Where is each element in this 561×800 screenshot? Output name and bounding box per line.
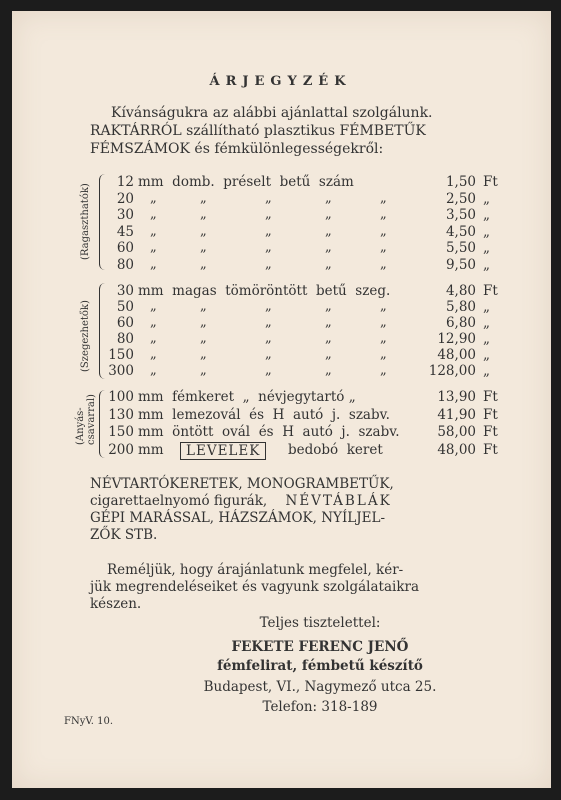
group-label: (Ragaszthatók) [80,183,91,260]
ditto-mark: „ [380,240,387,255]
ditto-mark: „ [325,190,332,206]
item-description-suffix: bedobó keret [288,441,383,458]
price-unit: „ [483,331,490,347]
ditto-mark: „ [325,347,332,362]
price-value: 12,90 [437,331,476,347]
company-phone: Telefon: 318-189 [262,699,378,715]
price-unit: „ [483,256,490,273]
intro-line: FÉMSZÁMOK és fémkülönlegességekről: [90,141,384,157]
price-value: 3,50 [445,207,476,223]
ditto-mark: „ [325,315,332,330]
price-value: 4,80 [445,283,476,299]
intro-text [90,104,433,158]
price-value: 6,80 [445,315,476,331]
ditto-mark: „ [380,190,387,206]
page-title: ÁRJEGYZÉK [209,74,352,89]
ditto-mark: „ [380,207,387,222]
ditto-mark: „ [150,315,157,330]
size-value: 30 [116,207,134,223]
signature-block [130,614,510,724]
ditto-mark: „ [200,299,207,314]
price-value: 4,50 [445,223,476,240]
ditto-mark: „ [325,223,332,239]
price-value: 41,90 [437,406,476,423]
ditto-mark: „ [380,347,387,362]
ditto-mark: „ [200,363,207,378]
ditto-mark: „ [265,315,272,330]
price-value: 5,80 [445,299,476,315]
ditto-mark: „ [150,223,157,239]
price-unit: Ft [483,389,498,405]
ditto-mark: „ [380,315,387,330]
ditto-mark: „ [265,331,272,346]
price-value: 2,50 [445,190,476,207]
ditto-mark: „ [265,190,272,206]
company-trade: fémfelirat, fémbetű készítő [217,658,423,674]
size-value: 100 [108,389,134,405]
product-extras [90,476,394,544]
ditto-mark: „ [265,299,272,314]
ditto-mark: „ [200,315,207,330]
price-unit: „ [483,190,490,207]
closing-text [90,562,420,613]
form-code: FNyV. 10. [64,716,114,727]
ditto-mark: „ [265,347,272,362]
size-value: 30 [116,283,134,299]
size-value: 80 [116,331,134,347]
extras-line: ZŐK STB. [90,527,158,543]
extras-figures: cigarettaelnyomó figurák, [90,493,268,509]
price-unit: „ [483,240,490,256]
ditto-mark: „ [325,363,332,378]
ditto-mark: „ [380,256,387,272]
price-unit: „ [483,363,490,379]
group-label: (Anyás-csavarral) [75,394,97,445]
extras-line [90,493,394,510]
ditto-mark: „ [265,363,272,378]
ditto-mark: „ [325,256,332,272]
ditto-mark: „ [150,190,157,206]
intro-line: Kívánságukra az alábbi ajánlattal szolgálunk. [111,105,433,121]
price-unit: „ [483,315,490,331]
intro-line: RAKTÁRRÓL szállítható plasztikus FÉMBETŰK [90,123,426,139]
price-value: 13,90 [437,389,476,405]
ditto-mark: „ [200,207,207,222]
price-unit: Ft [483,283,498,299]
ditto-mark: „ [265,256,272,272]
size-value: 60 [116,315,134,331]
ditto-mark: „ [380,223,387,239]
price-value: 58,00 [437,424,476,440]
size-value: 200 [108,441,134,458]
price-unit: „ [483,347,490,363]
company-address: Budapest, VI., Nagymező utca 25. [203,679,437,695]
ditto-mark: „ [200,256,207,272]
ditto-mark: „ [200,331,207,346]
ditto-mark: „ [150,347,157,362]
size-value: 45 [116,223,134,240]
ditto-mark: „ [150,363,157,378]
size-value: 50 [116,299,134,315]
ditto-mark: „ [325,331,332,346]
ditto-mark: „ [200,190,207,206]
item-description: mm magas tömöröntött betű szeg. [138,283,391,299]
item-description: mm [138,441,164,458]
ditto-mark: „ [325,240,332,255]
item-description: mm fémkeret „ névjegytartó „ [138,389,356,405]
price-unit: Ft [483,174,498,190]
size-value: 150 [108,347,134,363]
size-value: 150 [108,424,134,440]
price-value: 5,50 [445,240,476,256]
size-value: 60 [116,240,134,256]
ditto-mark: „ [380,331,387,346]
price-value: 9,50 [445,256,476,273]
closing-line: jük megrendeléseiket és vagyunk szolgálataikra [90,579,420,595]
price-value: 48,00 [437,441,476,458]
price-value: 1,50 [445,174,476,190]
size-value: 12 [116,174,134,190]
company-name: FEKETE FERENC JENŐ [231,639,409,655]
ditto-mark: „ [150,299,157,314]
group-label: (Szegezhetők) [80,300,91,372]
ditto-mark: „ [150,240,157,255]
size-value: 300 [108,363,134,379]
ditto-mark: „ [150,256,157,272]
price-value: 48,00 [437,347,476,363]
ditto-mark: „ [200,223,207,239]
size-value: 130 [108,406,134,423]
extras-line: NÉVTARTÓKERETEK, MONOGRAMBETŰK, [90,476,394,492]
ditto-mark: „ [200,240,207,255]
price-unit: „ [483,223,490,240]
ditto-mark: „ [200,347,207,362]
closing-line: készen. [90,596,142,612]
price-unit: „ [483,299,490,315]
size-value: 80 [116,256,134,273]
ditto-mark: „ [325,299,332,314]
ditto-mark: „ [150,331,157,346]
item-description: mm domb. préselt betű szám [138,174,354,190]
closing-line: Reméljük, hogy árajánlatunk megfelel, kér- [107,562,404,578]
size-value: 20 [116,190,134,207]
extras-nevtablak: NÉVTÁBLÁK [285,493,392,509]
price-unit: Ft [483,441,498,458]
ditto-mark: „ [265,207,272,222]
ditto-mark: „ [265,240,272,255]
boxed-label: LEVELEK [180,442,266,460]
greeting: Teljes tisztelettel: [259,615,381,631]
price-value: 128,00 [428,363,476,379]
ditto-mark: „ [325,207,332,222]
ditto-mark: „ [265,223,272,239]
ditto-mark: „ [380,299,387,314]
price-unit: Ft [483,424,498,440]
item-description: mm lemezovál és H autó j. szabv. [138,406,390,423]
extras-line: GÉPI MARÁSSAL, HÁZSZÁMOK, NYÍLJEL- [90,510,386,526]
ditto-mark: „ [150,207,157,222]
ditto-mark: „ [380,363,387,378]
price-unit: Ft [483,406,498,423]
item-description: mm öntött ovál és H autó j. szabv. [138,424,400,440]
price-unit: „ [483,207,490,223]
